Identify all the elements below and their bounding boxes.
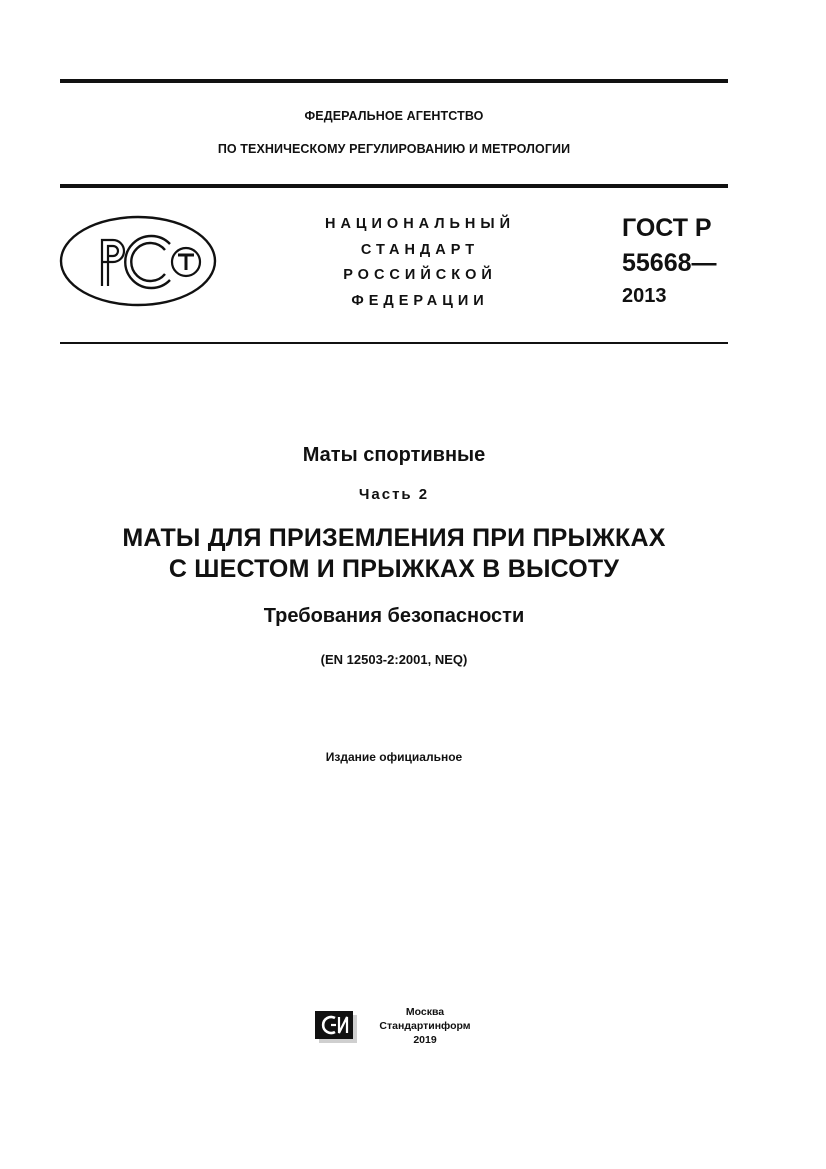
standard-code-prefix: ГОСТ Р bbox=[622, 214, 712, 242]
publisher-year: 2019 bbox=[413, 1034, 437, 1046]
official-edition-note: Издание официальное bbox=[325, 750, 463, 764]
document-title: Маты спортивные bbox=[302, 444, 486, 466]
document-subtitle-line-1: МАТЫ ДЛЯ ПРИЗЕМЛЕНИЯ ПРИ ПРЫЖКАХ bbox=[122, 524, 666, 552]
agency-name-line-1: ФЕДЕРАЛЬНОЕ АГЕНТСТВО bbox=[304, 109, 484, 123]
header-middle-rule bbox=[60, 184, 728, 188]
standartinform-logo-icon bbox=[313, 1010, 359, 1049]
header-top-rule bbox=[60, 79, 728, 83]
standard-type-line-4: ФЕДЕРАЦИИ bbox=[351, 293, 489, 309]
header-bottom-rule bbox=[60, 342, 728, 344]
agency-name-line-2: ПО ТЕХНИЧЕСКОМУ РЕГУЛИРОВАНИЮ И МЕТРОЛОГИИ bbox=[217, 142, 571, 156]
gost-r-conformity-mark-icon bbox=[58, 214, 218, 313]
standard-type-line-1: НАЦИОНАЛЬНЫЙ bbox=[324, 216, 516, 232]
standard-type-line-3: РОССИЙСКОЙ bbox=[343, 267, 497, 283]
document-requirements-title: Требования безопасности bbox=[263, 605, 525, 627]
en-standard-reference: (EN 12503-2:2001, NEQ) bbox=[320, 652, 468, 667]
standard-type-line-2: СТАНДАРТ bbox=[360, 242, 480, 258]
publisher-city: Москва bbox=[405, 1006, 445, 1018]
standard-code-number: 55668— bbox=[622, 249, 717, 277]
standard-code-year: 2013 bbox=[622, 285, 667, 307]
document-part: Часть 2 bbox=[358, 486, 430, 503]
document-subtitle bbox=[0, 523, 788, 585]
publisher-name: Стандартинформ bbox=[379, 1020, 471, 1032]
document-subtitle-line-2: С ШЕСТОМ И ПРЫЖКАХ В ВЫСОТУ bbox=[168, 555, 620, 583]
